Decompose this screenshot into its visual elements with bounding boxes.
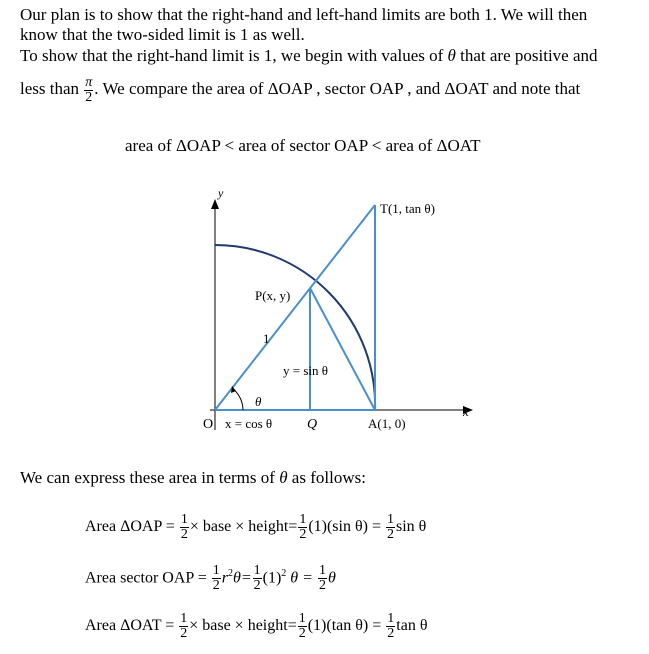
eq2-theta-eq-2: θ = (290, 569, 313, 587)
eq2-r-squared: 2 (227, 568, 233, 579)
intro-line-2: know that the two-sided limit is 1 as well. (20, 25, 305, 44)
sin-theta-label: y = sin θ (283, 363, 328, 378)
theta-symbol: θ (447, 46, 456, 65)
x-axis-label: x (463, 404, 469, 419)
eq2-end: θ (327, 569, 336, 587)
O-point-label: O (203, 417, 214, 432)
Q-point-label: Q (307, 417, 318, 432)
eq3-mid2: (1)(tan θ) = (307, 617, 382, 635)
eq1-half-1: $\frac{1}{2}$ (180, 512, 188, 542)
eq1-half-2: $\frac{1}{2}$ (299, 512, 307, 542)
eq3-half-1: $\frac{1}{2}$ (180, 611, 188, 641)
intro-line-3-text: To show that the right-hand limit is 1, we begin with values of (20, 46, 444, 65)
eq3-label: Area ΔOAT = (85, 617, 175, 635)
express-theta: θ (279, 468, 288, 487)
express-prefix: We can express these area in terms of (20, 468, 275, 487)
A-point-label: A(1, 0) (368, 416, 406, 431)
intro-line-4 (20, 72, 580, 106)
eq1-mid2: (1)(sin θ) = (308, 518, 381, 536)
eq1-label: Area ΔOAP = (85, 518, 175, 536)
T-point-label: T(1, tan θ) (380, 201, 435, 216)
P-point-label: P(x, y) (255, 288, 291, 303)
less-than-text: less than (20, 79, 80, 98)
radius-one-label: 1 (263, 331, 270, 346)
y-axis-arrow (211, 199, 219, 209)
eq2-theta-eq: θ= (232, 569, 252, 587)
eq3-half-3: $\frac{1}{2}$ (387, 611, 395, 641)
equation-area-oat (85, 612, 427, 641)
eq3-end: tan θ (396, 617, 428, 635)
eq2-one-squared: 2 (281, 568, 287, 579)
cos-theta-label: x = cos θ (225, 416, 273, 431)
equation-area-oap (85, 513, 426, 542)
eq3-mid: × base × height= (189, 617, 297, 635)
eq3-half-2: $\frac{1}{2}$ (298, 611, 306, 641)
express-suffix: as follows: (291, 468, 366, 487)
intro-line-4-rest: . We compare the area of ΔOAP , sector OAP , and ΔOAT and note that (94, 79, 581, 98)
eq1-half-3: $\frac{1}{2}$ (386, 512, 394, 542)
eq1-end: sin θ (395, 518, 427, 536)
eq2-half-2: $\frac{1}{2}$ (253, 563, 261, 594)
express-line (20, 468, 366, 488)
unit-circle-arc (215, 245, 375, 410)
unit-circle-diagram (195, 185, 485, 445)
intro-line-1: Our plan is to show that the right-hand and left-hand limits are both 1. We will then (20, 5, 588, 24)
pi-over-two (84, 76, 93, 105)
intro-line-3 (20, 46, 598, 66)
eq2-label: Area sector OAP = (85, 569, 207, 587)
eq2-half-3: $\frac{1}{2}$ (318, 563, 326, 594)
eq2-one: (1) (262, 569, 282, 587)
pi-numerator: π (85, 74, 93, 90)
equation-area-sector (85, 563, 336, 593)
theta-angle-label: θ (255, 394, 262, 409)
area-inequality: area of ΔOAP < area of sector OAP < area of ΔOAT (125, 136, 481, 155)
pi-denominator: 2 (85, 89, 93, 105)
eq1-mid: × base × height= (189, 518, 298, 536)
intro-line-3-end: that are positive and (460, 46, 598, 65)
eq2-r: r (221, 569, 228, 587)
y-axis-label: y (218, 186, 224, 200)
line-OT (215, 205, 375, 410)
eq2-half-1: $\frac{1}{2}$ (212, 563, 220, 594)
